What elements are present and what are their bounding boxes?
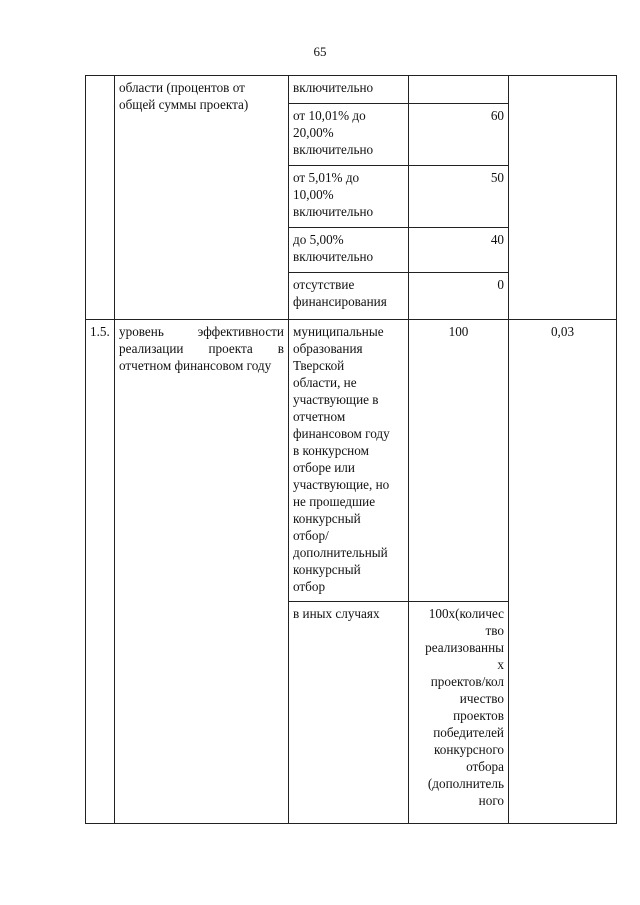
- score-cell: 0: [409, 273, 509, 320]
- score-line: конкурсного: [434, 742, 504, 757]
- condition-line: образования: [293, 341, 363, 356]
- condition-line: отсутствие: [293, 277, 355, 292]
- condition-line: от 10,01% до: [293, 108, 366, 123]
- condition-line: от 5,01% до: [293, 170, 360, 185]
- score-cell: 60: [409, 104, 509, 166]
- condition-line: дополнительный: [293, 545, 388, 560]
- condition-line: финансовом году: [293, 426, 390, 441]
- score-line: проектов/кол: [430, 674, 504, 689]
- condition-line: участвующие в: [293, 392, 379, 407]
- criterion-text: уровень эффективности реализации проекта в отчетном финансовом году: [119, 324, 284, 373]
- condition-line: финансирования: [293, 294, 387, 309]
- condition-line: отбор: [293, 579, 326, 594]
- condition-line: включительно: [293, 204, 374, 219]
- condition-line: конкурсный: [293, 562, 361, 577]
- index-cell: [86, 76, 115, 320]
- condition-cell: [289, 273, 409, 320]
- score-cell: 100: [409, 320, 509, 602]
- criterion-line: общей суммы проекта): [119, 97, 249, 112]
- score-cell: [409, 76, 509, 104]
- weight-cell: [509, 76, 617, 320]
- score-line: 100х(количес: [428, 606, 504, 621]
- condition-line: включительно: [293, 249, 374, 264]
- score-line: реализованны: [425, 640, 504, 655]
- score-line: проектов: [453, 708, 504, 723]
- condition-line: 10,00%: [293, 187, 334, 202]
- condition-line: отчетном: [293, 409, 346, 424]
- condition-line: муниципальные: [293, 324, 384, 339]
- score-cell: 50: [409, 166, 509, 228]
- condition-line: отбор/: [293, 528, 329, 543]
- condition-line: включительно: [293, 80, 374, 95]
- condition-line: конкурсный: [293, 511, 361, 526]
- score-line: х: [497, 657, 504, 672]
- condition-line: в иных случаях: [293, 606, 380, 621]
- condition-line: 20,00%: [293, 125, 334, 140]
- condition-line: отборе или: [293, 460, 355, 475]
- condition-line: до 5,00%: [293, 232, 344, 247]
- condition-cell: [289, 76, 409, 104]
- condition-cell: [289, 228, 409, 273]
- score-line: ичество: [459, 691, 504, 706]
- condition-cell: [289, 320, 409, 602]
- criterion-line: области (процентов от: [119, 80, 245, 95]
- page-number: 65: [313, 44, 327, 59]
- score-line: отбора: [466, 759, 504, 774]
- score-line: ного: [478, 793, 504, 808]
- condition-cell: [289, 602, 409, 824]
- table-row: [86, 320, 617, 602]
- condition-cell: [289, 166, 409, 228]
- score-cell: [409, 602, 509, 824]
- score-cell: 40: [409, 228, 509, 273]
- weight-cell: 0,03: [509, 320, 617, 824]
- criteria-table: [85, 75, 617, 824]
- table-row: [86, 76, 617, 104]
- condition-line: не прошедшие: [293, 494, 376, 509]
- score-line: тво: [485, 623, 504, 638]
- condition-line: включительно: [293, 142, 374, 157]
- score-line: (дополнитель: [427, 776, 504, 791]
- index-cell: 1.5.: [86, 320, 115, 824]
- condition-line: участвующие, но: [293, 477, 390, 492]
- score-line: победителей: [433, 725, 504, 740]
- condition-line: в конкурсном: [293, 443, 369, 458]
- condition-cell: [289, 104, 409, 166]
- condition-line: области, не: [293, 375, 357, 390]
- criterion-cell: [115, 76, 289, 320]
- condition-line: Тверской: [293, 358, 345, 373]
- criterion-cell: [115, 320, 289, 824]
